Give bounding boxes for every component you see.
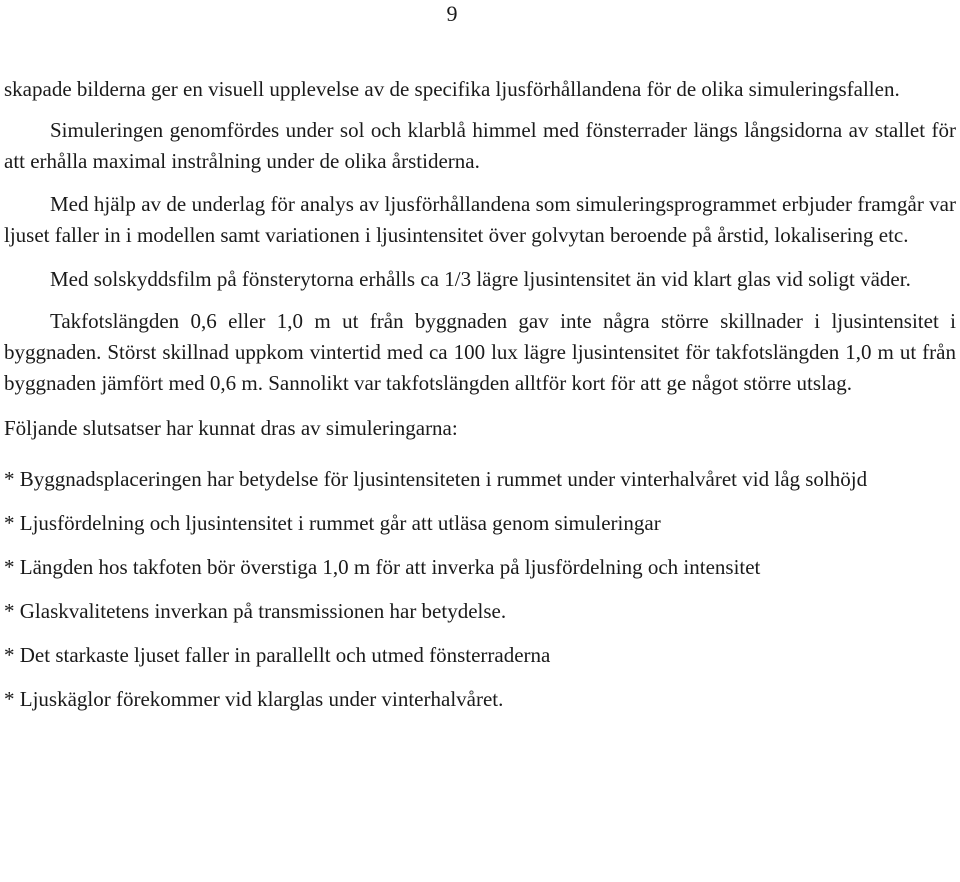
page-number: 9 (446, 1, 458, 26)
conclusions-list (4, 464, 956, 715)
paragraph-analysis: Med hjälp av de underlag för analys av ljusförhållandena som simuleringsprogrammet erbjuder framgår var ljuset faller in i modellen samt variationen i ljusintensitet över golvytan beroende på årstid, lokalisering etc. (4, 192, 956, 247)
list-item: * Det starkaste ljuset faller in parallellt och utmed fönsterraderna (4, 643, 551, 667)
paragraph-conclusions-intro: Följande slutsatser har kunnat dras av simuleringarna: (4, 416, 458, 440)
paragraph-continuation: skapade bilderna ger en visuell upplevelse av de specifika ljusförhållandena för de olika simuleringsfallen. (4, 77, 900, 101)
paragraph-eaves-length: Takfotslängden 0,6 eller 1,0 m ut från byggnaden gav inte några större skillnader i ljusintensitet i byggnaden. Störst skillnad uppkom vintertid med ca 100 lux lägre ljusintensitet för takfotslängden 1,0 m ut från byggnaden jämfört med 0,6 m. Sannolikt var takfotslängden alltför kort för att ge något större utslag. (4, 309, 956, 395)
list-item: * Glaskvalitetens inverkan på transmissionen har betydelse. (4, 599, 507, 623)
paragraph-sun-protection-film: Med solskyddsfilm på fönsterytorna erhålls ca 1/3 lägre ljusintensitet än vid klart glas vid soligt väder. (50, 267, 911, 291)
list-item: * Byggnadsplaceringen har betydelse för ljusintensiteten i rummet under vinterhalvåret vid låg solhöjd (4, 467, 868, 491)
paragraph-simulation-conditions: Simuleringen genomfördes under sol och klarblå himmel med fönsterrader längs långsidorna av stallet för att erhålla maximal instrålning under de olika årstiderna. (4, 118, 956, 173)
document-body (4, 74, 956, 715)
list-item: * Ljusfördelning och ljusintensitet i rummet går att utläsa genom simuleringar (4, 511, 661, 535)
list-item: * Ljuskäglor förekommer vid klarglas under vinterhalvåret. (4, 687, 504, 711)
list-item: * Längden hos takfoten bör överstiga 1,0 m för att inverka på ljusfördelning och intensitet (4, 555, 761, 579)
